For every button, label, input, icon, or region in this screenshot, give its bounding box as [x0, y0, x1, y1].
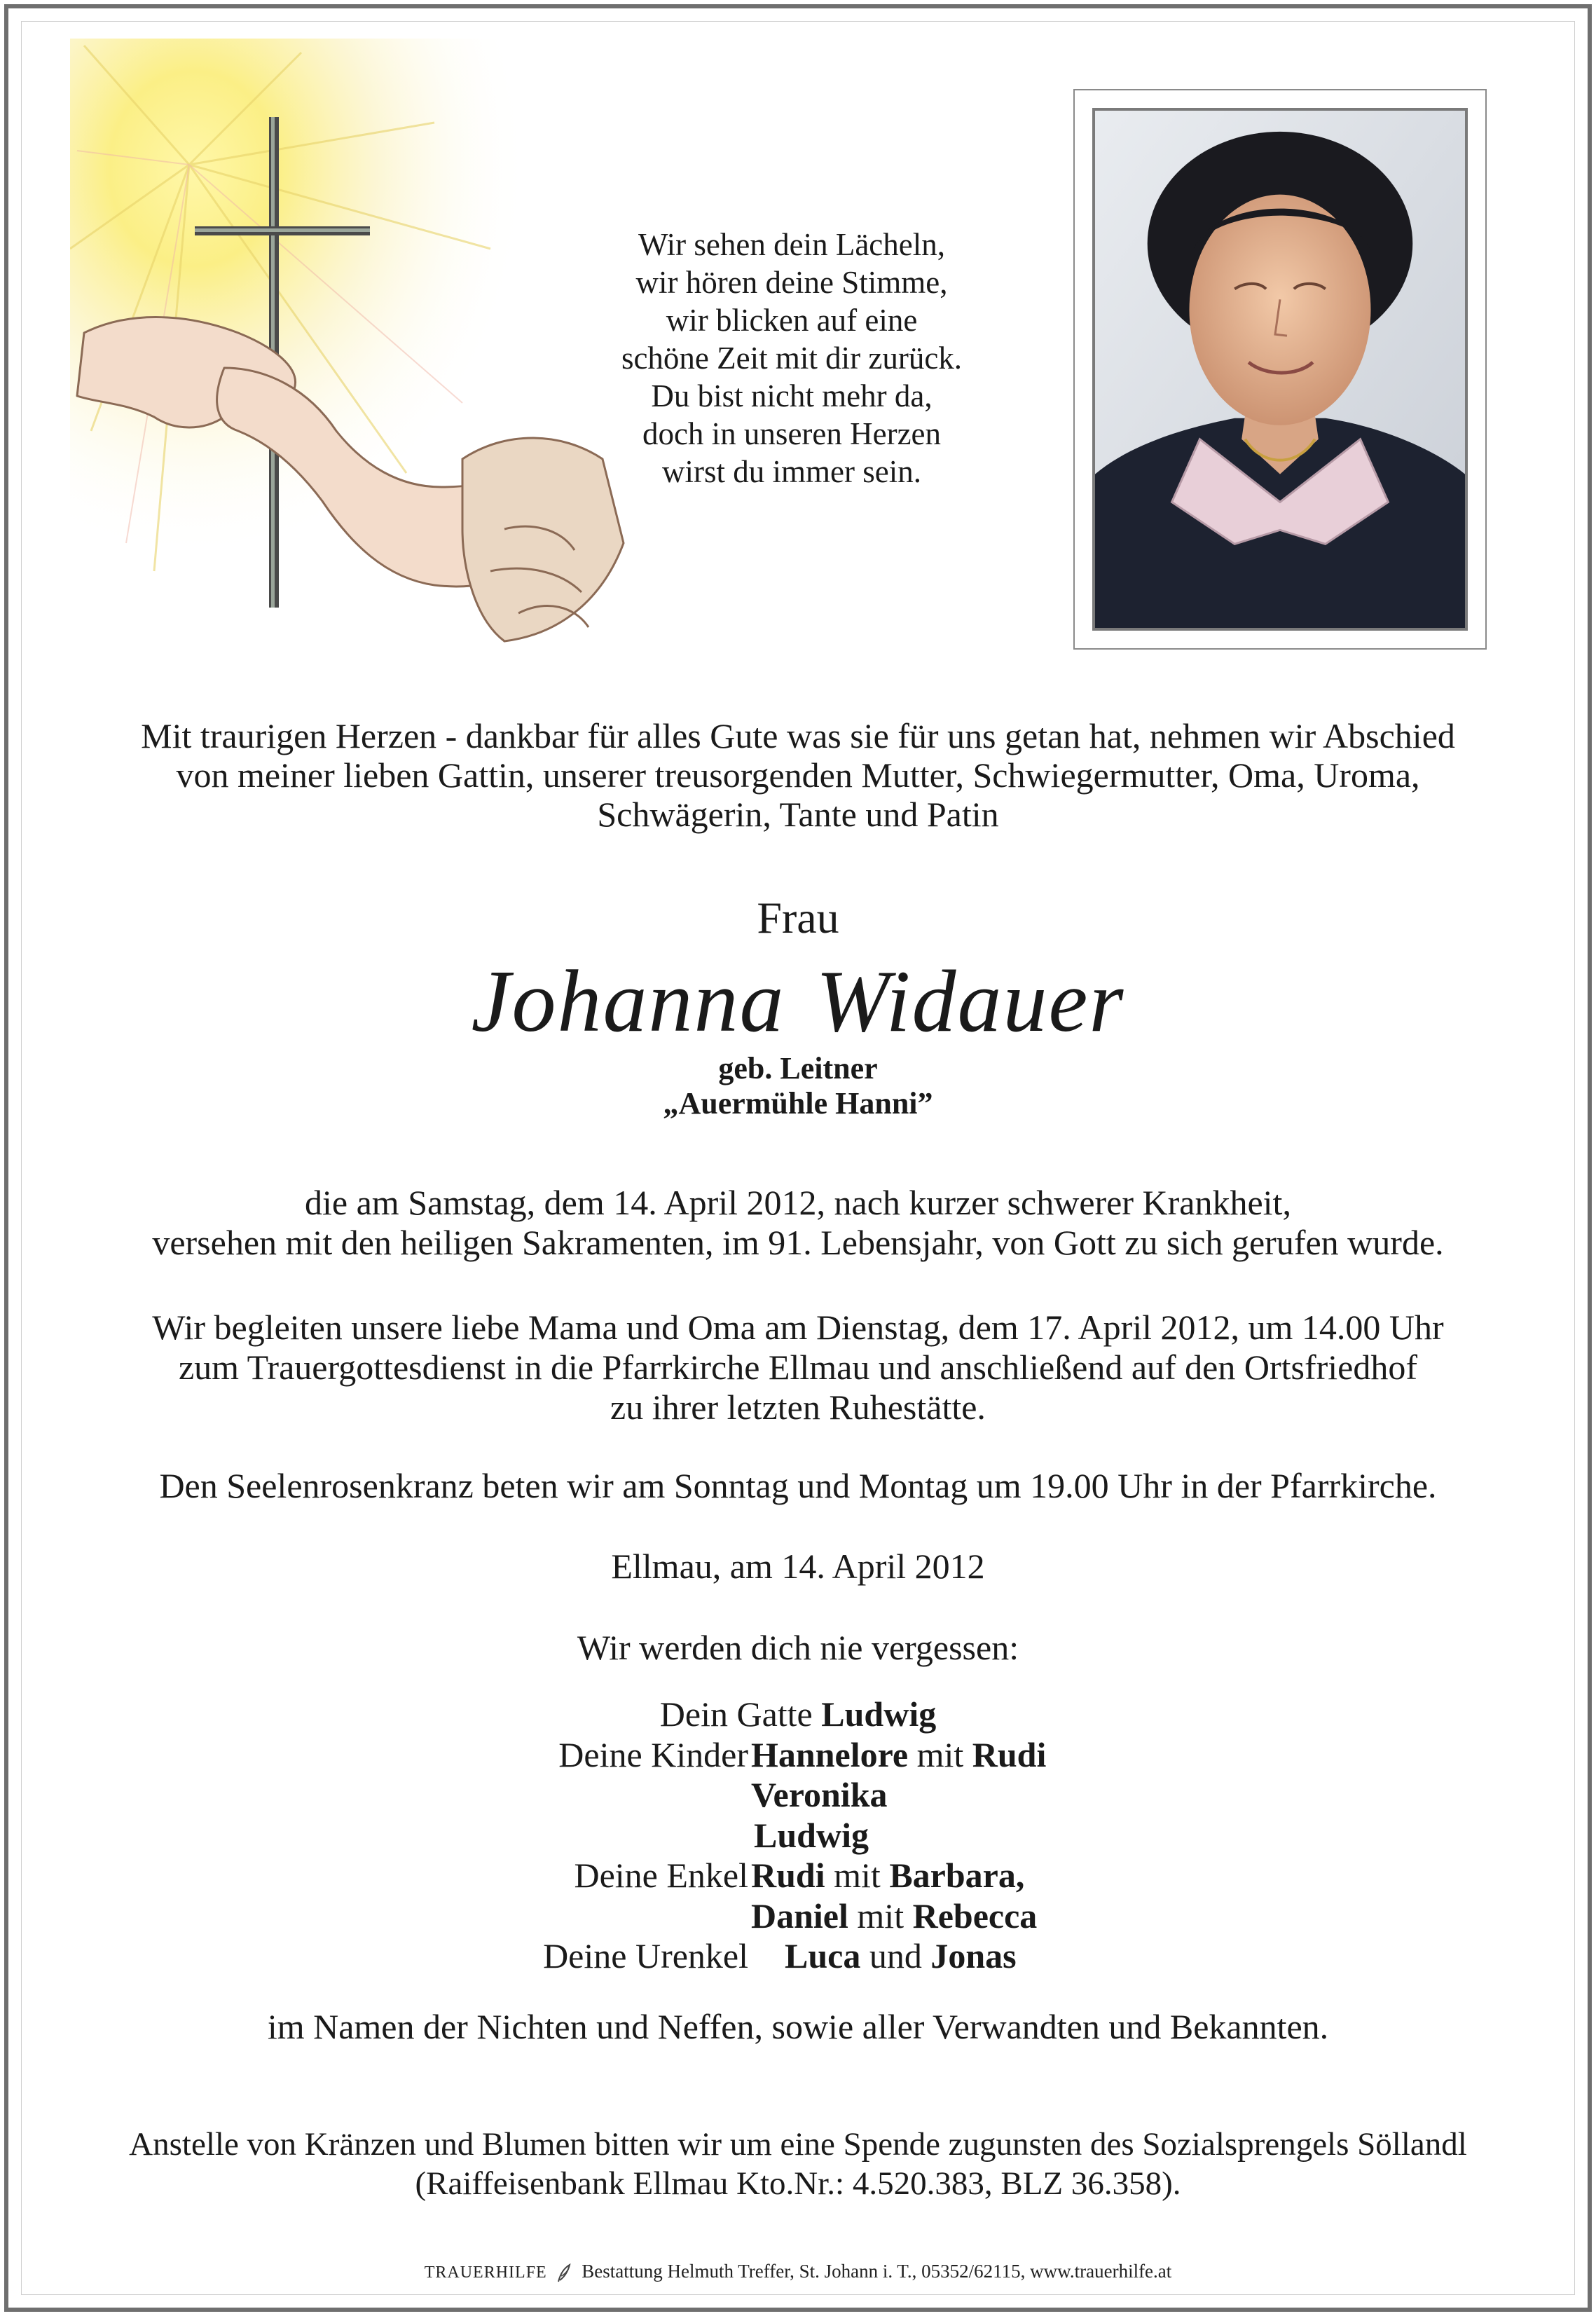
- leaf-icon: [556, 2263, 572, 2283]
- grandchildren-label: Deine Enkel: [574, 1856, 748, 1895]
- poem-line: wir blicken auf eine: [666, 303, 918, 338]
- poem: [560, 226, 1023, 491]
- grandchild-entry: Rudi mit Barbara,: [751, 1856, 1025, 1895]
- grandchild-entry: Daniel mit Rebecca: [751, 1896, 1038, 1935]
- poem-line: Du bist nicht mehr da,: [651, 378, 933, 413]
- cross-hands-illustration: [70, 39, 631, 690]
- last-name: Widauer: [816, 953, 1125, 1050]
- intro-line: Schwägerin, Tante und Patin: [597, 795, 999, 834]
- death-line: versehen mit den heiligen Sakramenten, im 91. Lebensjahr, von Gott zu sich gerufen wurde.: [152, 1223, 1444, 1262]
- footer: [0, 2261, 1596, 2283]
- funeral-line: Wir begleiten unsere liebe Mama und Oma am Dienstag, dem 17. April 2012, um 14.00 Uhr: [152, 1308, 1444, 1347]
- donation-line: Anstelle von Kränzen und Blumen bitten wir um eine Spende zugunsten des Sozialsprengels Söllandl: [129, 2126, 1467, 2163]
- family-row: [0, 1936, 1596, 1977]
- poem-line: wirst du immer sein.: [662, 454, 921, 489]
- death-notice: [0, 1183, 1596, 1263]
- great-grandchildren-label: Deine Urenkel: [543, 1936, 748, 1975]
- never-forget: Wir werden dich nie vergessen:: [577, 1628, 1019, 1667]
- deceased-name: [0, 953, 1596, 1051]
- spouse-name: Ludwig: [821, 1694, 937, 1734]
- funeral-line: zum Trauergottesdienst in die Pfarrkirche Ellmau und anschließend auf den Ortsfriedhof: [178, 1348, 1418, 1387]
- poem-line: schöne Zeit mit dir zurück.: [621, 341, 963, 376]
- poem-line: doch in unseren Herzen: [642, 416, 942, 451]
- family-row: [0, 1816, 1596, 1856]
- rosary-notice: Den Seelenrosenkranz beten wir am Sonntag und Montag um 19.00 Uhr in der Pfarrkirche.: [159, 1466, 1437, 1505]
- great-grandchild-entry: Luca und Jonas: [785, 1936, 1017, 1975]
- death-line: die am Samstag, dem 14. April 2012, nach kurzer schwerer Krankheit,: [305, 1183, 1291, 1222]
- maiden-name: geb. Leitner: [718, 1051, 878, 1085]
- poem-line: wir hören deine Stimme,: [635, 265, 948, 300]
- intro-text: [0, 716, 1596, 834]
- family-row: [0, 1896, 1596, 1937]
- family-row: [0, 1735, 1596, 1776]
- salutation: Frau: [757, 893, 839, 943]
- funeral-line: zu ihrer letzten Ruhestätte.: [610, 1387, 986, 1427]
- intro-line: von meiner lieben Gattin, unserer treusorgenden Mutter, Schwiegermutter, Oma, Uroma,: [176, 755, 1420, 795]
- poem-line: Wir sehen dein Lächeln,: [638, 227, 945, 262]
- donation-line: (Raiffeisenbank Ellmau Kto.Nr.: 4.520.383, BLZ 36.358).: [415, 2165, 1181, 2202]
- maiden-info: [0, 1051, 1596, 1121]
- family-row: [0, 1775, 1596, 1816]
- family-list: [0, 1694, 1596, 1977]
- place-date: Ellmau, am 14. April 2012: [611, 1547, 985, 1586]
- family-row: [0, 1694, 1596, 1735]
- relatives-note: im Namen der Nichten und Neffen, sowie aller Verwandten und Bekannten.: [267, 2007, 1329, 2046]
- funeral-notice: [0, 1308, 1596, 1427]
- nickname: „Auermühle Hanni”: [663, 1086, 933, 1121]
- intro-line: Mit traurigen Herzen - dankbar für alles Gute was sie für uns getan hat, nehmen wir Abschied: [141, 716, 1455, 755]
- portrait-frame: [1073, 89, 1487, 650]
- child-entry: Ludwig: [754, 1815, 869, 1855]
- child-entry: Hannelore mit Rudi: [751, 1734, 1047, 1774]
- spouse-label: Dein Gatte: [659, 1694, 813, 1734]
- donation-note: [0, 2125, 1596, 2203]
- family-row: [0, 1856, 1596, 1896]
- footer-brand: TRAUERHILFE: [424, 2263, 547, 2282]
- children-label: Deine Kinder: [558, 1734, 748, 1774]
- first-name: Johanna: [471, 953, 785, 1050]
- footer-text: Bestattung Helmuth Treffer, St. Johann i. T., 05352/62115, www.trauerhilfe.at: [582, 2261, 1172, 2282]
- child-entry: Veronika: [751, 1775, 888, 1814]
- portrait-photo: [1092, 108, 1468, 631]
